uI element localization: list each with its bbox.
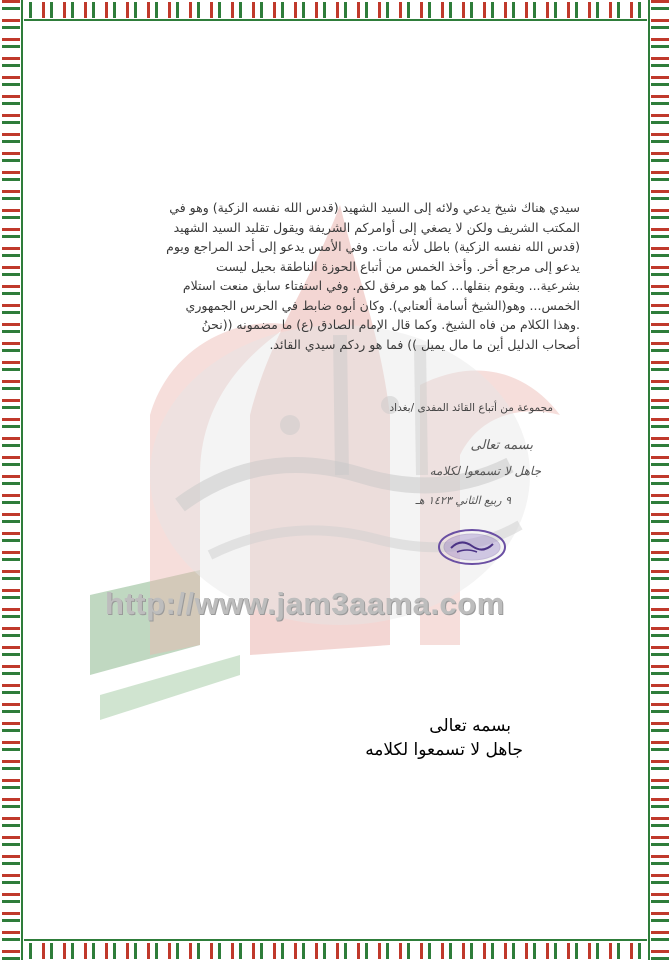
ornament-border-left bbox=[0, 0, 24, 960]
body-line: المكتب الشريف ولكن لا يصغي إلى أوامركم الشريفة ويقول تقليد السيد الشهيد bbox=[173, 219, 580, 235]
letter-signature: مجموعة من أتباع القائد المفدى /بغداد bbox=[389, 402, 553, 414]
handwritten-salutation: بسمه تعالى bbox=[470, 438, 533, 453]
body-line: يدعو إلى مرجع أخر. وأخذ الخمس من أتباع الحوزة الناطقة بحيل ليست bbox=[216, 258, 580, 274]
typed-reply: جاهل لا تسمعوا لكلامه bbox=[365, 740, 523, 760]
letter-body bbox=[92, 198, 580, 354]
seal-stamp bbox=[437, 528, 507, 566]
body-line: (قدس الله نفسه الزكية) باطل لأنه مات. وفي الأمس يدعو إلى أحد المراجع ويوم bbox=[166, 239, 580, 254]
handwritten-reply: جاهل لا تسمعوا لكلامه bbox=[429, 464, 541, 478]
ornament-border-right bbox=[647, 0, 671, 960]
body-line: سيدي هناك شيخ يدعي ولائه إلى السيد الشهيد (قدس الله نفسه الزكية) وهو في bbox=[169, 200, 580, 215]
body-line: بشرعية... ويقوم بنقلها... كما هو مرفق لكم. وفي استفتاء سابق منعت استلام bbox=[182, 278, 580, 293]
body-line: الخمس... وهو(الشيخ أسامة ألعتابي). وكان أبوه ضابط في الحرس الجمهوري bbox=[185, 297, 580, 313]
ornament-border-top bbox=[0, 0, 671, 22]
watermark-url: http://www.jam3aama.com bbox=[105, 586, 505, 621]
body-line: أصحاب الدليل أين ما مال يميل )) فما هو ردكم سيدي القائد. bbox=[269, 336, 580, 352]
body-line: .وهذا الكلام من فاه الشيخ. وكما قال الإمام الصادق (ع) ما مضمونه ((نحنُ bbox=[201, 317, 580, 332]
typed-salutation: بسمه تعالى bbox=[429, 716, 511, 736]
handwritten-date: ٩ ربيع الثاني ١٤٢٣ هـ bbox=[415, 494, 511, 507]
ornament-border-bottom bbox=[0, 938, 671, 960]
